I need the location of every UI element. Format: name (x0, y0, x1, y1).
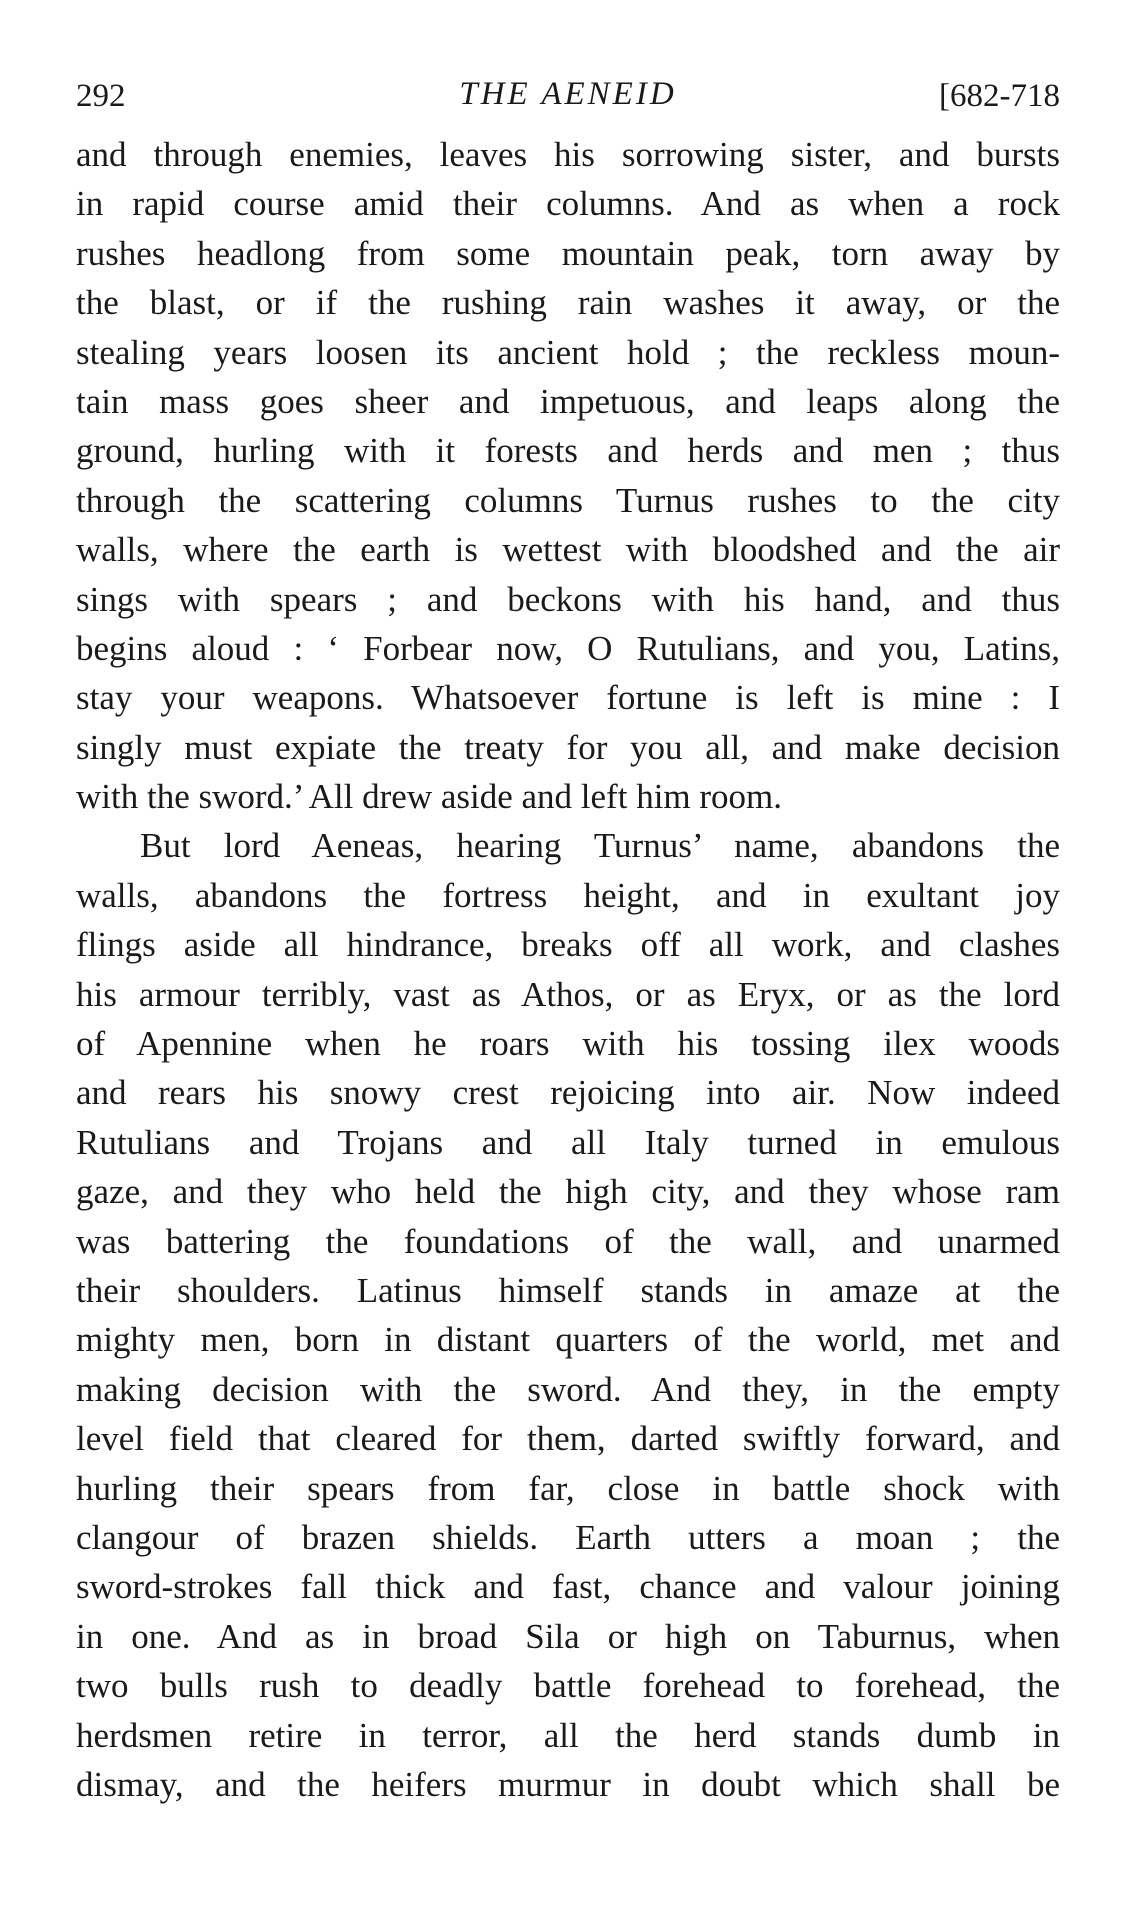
book-page (76, 70, 1060, 1809)
text-line: walls, where the earth is wettest with bloodshed and the air (76, 530, 1060, 570)
text-line: of Apennine when he roars with his tossing ilex woods (76, 1024, 1060, 1064)
body-text (76, 130, 1060, 1809)
text-line: But lord Aeneas, hearing Turnus’ name, abandons the (140, 826, 1060, 866)
text-line: Rutulians and Trojans and all Italy turned in emulous (76, 1122, 1060, 1162)
text-line: singly must expiate the treaty for you all, and make decision (76, 727, 1060, 767)
text-line: two bulls rush to deadly battle forehead to forehead, the (76, 1666, 1060, 1706)
text-line: ground, hurling with it forests and herds and men ; thus (76, 431, 1060, 471)
text-line: mighty men, born in distant quarters of the world, met and (76, 1320, 1060, 1360)
text-line: his armour terribly, vast as Athos, or as Eryx, or as the lord (76, 974, 1060, 1014)
verse-line-range: [682-718 (939, 78, 1060, 114)
text-line: tain mass goes sheer and impetuous, and leaps along the (76, 381, 1060, 421)
text-line: and through enemies, leaves his sorrowing sister, and bursts (76, 135, 1060, 174)
text-line: flings aside all hindrance, breaks off all work, and clashes (76, 925, 1060, 965)
text-line: in rapid course amid their columns. And as when a rock (76, 184, 1060, 224)
text-line: clangour of brazen shields. Earth utters a moan ; the (76, 1517, 1060, 1557)
text-line: with the sword.’ All drew aside and left him room. (76, 777, 783, 817)
page-number: 292 (76, 78, 126, 114)
text-line: stealing years loosen its ancient hold ; the reckless moun- (76, 332, 1060, 372)
text-line: sword-strokes fall thick and fast, chance and valour joining (76, 1567, 1060, 1607)
text-line: the blast, or if the rushing rain washes it away, or the (76, 283, 1060, 323)
text-line: was battering the foundations of the wall, and unarmed (76, 1221, 1060, 1261)
text-line: stay your weapons. Whatsoever fortune is left is mine : I (76, 678, 1060, 718)
text-line: and rears his snowy crest rejoicing into air. Now indeed (76, 1073, 1060, 1113)
text-line: in one. And as in broad Sila or high on Taburnus, when (76, 1616, 1060, 1656)
text-line: level field that cleared for them, darted swiftly forward, and (76, 1419, 1060, 1459)
text-line: begins aloud : ‘ Forbear now, O Rutulians, and you, Latins, (76, 628, 1060, 668)
text-line: hurling their spears from far, close in battle shock with (76, 1468, 1060, 1508)
text-line: making decision with the sword. And they, in the empty (76, 1369, 1060, 1409)
text-line: through the scattering columns Turnus rushes to the city (76, 480, 1060, 520)
text-line: their shoulders. Latinus himself stands in amaze at the (76, 1270, 1060, 1310)
text-line: herdsmen retire in terror, all the herd stands dumb in (76, 1715, 1060, 1755)
book-title: THE AENEID (459, 76, 677, 112)
text-line: sings with spears ; and beckons with his hand, and thus (76, 579, 1060, 619)
text-line: walls, abandons the fortress height, and in exultant joy (76, 875, 1060, 915)
text-line: gaze, and they who held the high city, and they whose ram (76, 1172, 1060, 1212)
paragraph-2 (76, 821, 1060, 1809)
text-line: dismay, and the heifers murmur in doubt which shall be (76, 1764, 1060, 1804)
text-line: rushes headlong from some mountain peak, torn away by (76, 233, 1060, 273)
running-header (76, 70, 1060, 120)
paragraph-1 (76, 130, 1060, 821)
